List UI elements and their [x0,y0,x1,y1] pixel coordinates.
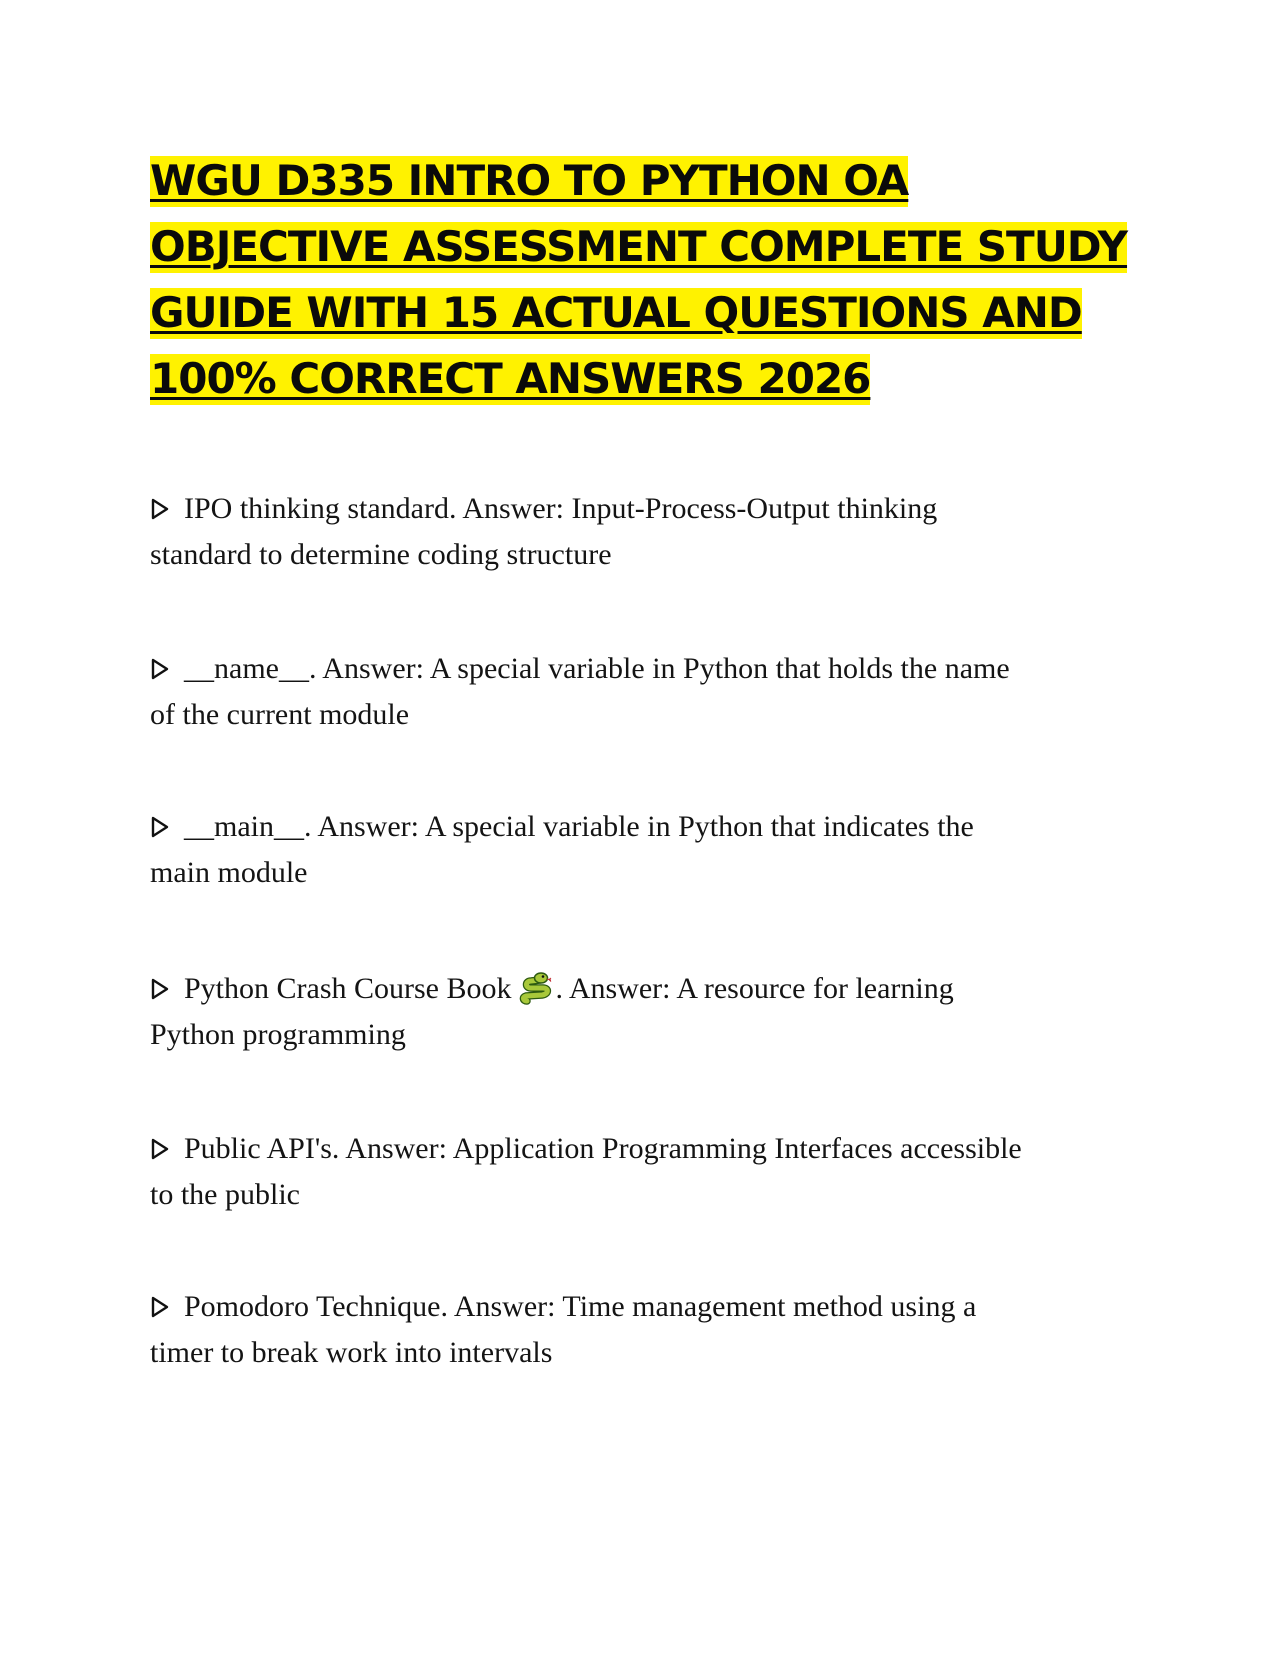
snake-icon [518,970,554,1006]
qa-question-line-tail: . Answer: A resource for learning [555,972,954,1005]
qa-item [150,486,1130,578]
document-title [150,148,1130,412]
qa-question-line: Public API's. Answer: Application Programming Interfaces accessible [184,1132,1022,1165]
qa-item [150,804,1130,896]
qa-answer-line: main module [150,856,308,889]
qa-question-line: __main__. Answer: A special variable in Python that indicates the [184,810,974,843]
qa-question-line: Pomodoro Technique. Answer: Time management method using a [184,1290,977,1323]
qa-item [150,1284,1130,1376]
arrow-right-outline-icon [150,804,184,850]
qa-item [150,1126,1130,1218]
arrow-right-outline-icon [150,486,184,532]
arrow-right-outline-icon [150,1126,184,1172]
qa-question-line: IPO thinking standard. Answer: Input-Process-Output thinking [184,492,938,525]
qa-answer-line: standard to determine coding structure [150,538,612,571]
qa-answer-line: to the public [150,1178,300,1211]
qa-answer-line: timer to break work into intervals [150,1336,553,1369]
qa-answer-line: Python programming [150,1018,406,1051]
title-line-2: OBJECTIVE ASSESSMENT COMPLETE STUDY [150,222,1128,271]
qa-answer-line: of the current module [150,698,410,731]
qa-item [150,966,1130,1058]
title-line-3: GUIDE WITH 15 ACTUAL QUESTIONS AND [150,288,1082,337]
arrow-right-outline-icon [150,966,184,1012]
qa-question-line: __name__. Answer: A special variable in Python that holds the name [184,652,1010,685]
arrow-right-outline-icon [150,1284,184,1330]
qa-item [150,646,1130,738]
qa-question-line: Python Crash Course Book [184,972,512,1005]
title-line-1: WGU D335 INTRO TO PYTHON OA [150,156,909,205]
arrow-right-outline-icon [150,646,184,692]
title-line-4: 100% CORRECT ANSWERS 2026 [150,354,871,403]
